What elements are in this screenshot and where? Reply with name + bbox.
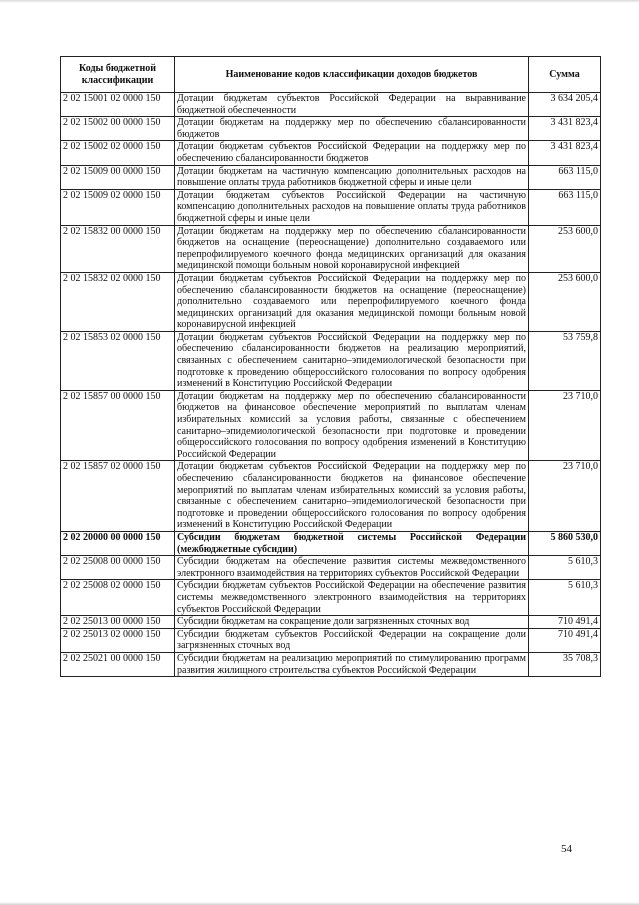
code-cell: 2 02 15853 02 0000 150 [61,331,175,390]
name-cell: Субсидии бюджетам на реализацию мероприятий по стимулированию программ развития жилищного строительства субъектов Российской Федерации [175,652,529,676]
code-cell: 2 02 15009 00 0000 150 [61,165,175,189]
name-cell: Дотации бюджетам на поддержку мер по обеспечению сбалансированности бюджетов на оснащение (переоснащение) дополнительно создаваемого или перепрофилируемого коечного фонда медицинских организаций для оказания медицинской помощи больным новой коронавирусной инфекцией [175,225,529,272]
sum-cell: 710 491,4 [529,616,601,629]
scan-top-edge [0,0,639,3]
table-row [61,390,601,461]
sum-cell: 5 610,3 [529,580,601,616]
name-cell: Субсидии бюджетам субъектов Российской Федерации на сокращение доли загрязненных сточных вод [175,628,529,652]
sum-cell: 253 600,0 [529,225,601,272]
table-row [61,117,601,141]
name-cell: Дотации бюджетам субъектов Российской Федерации на поддержку мер по обеспечению сбалансированности бюджетов на реализацию мероприятий, связанных с обеспечением санитарно–эпидемиологической безопасности при подготовке к проведению общероссийского голосования по вопросу одобрения изменений в Конституцию Российской Федерации [175,331,529,390]
table-row [61,616,601,629]
page-number: 54 [561,843,572,855]
table-row [61,331,601,390]
sum-cell: 23 710,0 [529,390,601,461]
name-cell: Дотации бюджетам субъектов Российской Федерации на частичную компенсацию дополнительных расходов на повышение оплаты труда работников бюджетной сферы и иные цели [175,189,529,225]
table-row [61,165,601,189]
table-row [61,272,601,331]
name-cell: Дотации бюджетам на поддержку мер по обеспечению сбалансированности бюджетов на финансовое обеспечение мероприятий по выплатам членам избирательных комиссий за условия работы, связанные с обеспечением санитарно–эпидемиологической безопасности при подготовке и проведении общероссийского голосования по вопросу одобрения изменений в Конституцию Российской Федерации [175,390,529,461]
sum-cell: 53 759,8 [529,331,601,390]
name-cell: Субсидии бюджетам бюджетной системы Российской Федерации (межбюджетные субсидии) [175,531,529,555]
name-cell: Дотации бюджетам на поддержку мер по обеспечению сбалансированности бюджетов [175,117,529,141]
table-row [61,580,601,616]
name-cell: Дотации бюджетам на частичную компенсацию дополнительных расходов на повышение оплаты труда работников бюджетной сферы и иные цели [175,165,529,189]
sum-cell: 3 431 823,4 [529,117,601,141]
sum-cell: 35 708,3 [529,652,601,676]
name-cell: Дотации бюджетам субъектов Российской Федерации на поддержку мер по обеспечению сбалансированности бюджетов [175,141,529,165]
table-header-row [61,57,601,93]
sum-cell: 710 491,4 [529,628,601,652]
sum-cell: 5 610,3 [529,556,601,580]
name-cell: Дотации бюджетам субъектов Российской Федерации на выравнивание бюджетной обеспеченности [175,93,529,117]
sum-cell: 253 600,0 [529,272,601,331]
code-cell: 2 02 25008 00 0000 150 [61,556,175,580]
table-row [61,141,601,165]
table-row [61,628,601,652]
sum-cell: 5 860 530,0 [529,531,601,555]
sum-cell: 3 431 823,4 [529,141,601,165]
name-cell: Дотации бюджетам субъектов Российской Федерации на поддержку мер по обеспечению сбалансированности бюджетов на финансовое обеспечение мероприятий по выплатам членам избирательных комиссий за условия работы, связанные с обеспечением санитарно–эпидемиологической безопасности при подготовке и проведении общероссийского голосования по вопросу одобрения изменений в Конституцию Российской Федерации [175,461,529,532]
code-cell: 2 02 15832 02 0000 150 [61,272,175,331]
code-cell: 2 02 25013 02 0000 150 [61,628,175,652]
code-cell: 2 02 15002 00 0000 150 [61,117,175,141]
code-cell: 2 02 15832 00 0000 150 [61,225,175,272]
table-row [61,652,601,676]
name-cell: Субсидии бюджетам субъектов Российской Федерации на обеспечение развития системы межведомственного электронного взаимодействия на территориях субъектов Российской Федерации [175,580,529,616]
sum-cell: 663 115,0 [529,165,601,189]
sum-cell: 23 710,0 [529,461,601,532]
name-cell: Субсидии бюджетам на обеспечение развития системы межведомственного электронного взаимодействия на территориях субъектов Российской Федерации [175,556,529,580]
budget-revenue-table [60,56,601,677]
name-cell: Дотации бюджетам субъектов Российской Федерации на поддержку мер по обеспечению сбалансированности бюджетов на оснащение (переоснащение) дополнительно создаваемого или перепрофилируемого коечного фонда медицинских организаций для оказания медицинской помощи больным новой коронавирусной инфекцией [175,272,529,331]
code-cell: 2 02 15857 00 0000 150 [61,390,175,461]
column-header-name: Наименование кодов классификации доходов бюджетов [175,57,529,93]
code-cell: 2 02 15857 02 0000 150 [61,461,175,532]
table-row [61,461,601,532]
table-row [61,93,601,117]
code-cell: 2 02 25013 00 0000 150 [61,616,175,629]
column-header-code: Коды бюджетной классификации [61,57,175,93]
table-row [61,225,601,272]
code-cell: 2 02 15001 02 0000 150 [61,93,175,117]
name-cell: Субсидии бюджетам на сокращение доли загрязненных сточных вод [175,616,529,629]
code-cell: 2 02 15009 02 0000 150 [61,189,175,225]
table-row [61,556,601,580]
code-cell: 2 02 25021 00 0000 150 [61,652,175,676]
table-row [61,531,601,555]
sum-cell: 3 634 205,4 [529,93,601,117]
column-header-sum: Сумма [529,57,601,93]
code-cell: 2 02 20000 00 0000 150 [61,531,175,555]
sum-cell: 663 115,0 [529,189,601,225]
code-cell: 2 02 25008 02 0000 150 [61,580,175,616]
table-row [61,189,601,225]
table-body [61,93,601,677]
code-cell: 2 02 15002 02 0000 150 [61,141,175,165]
